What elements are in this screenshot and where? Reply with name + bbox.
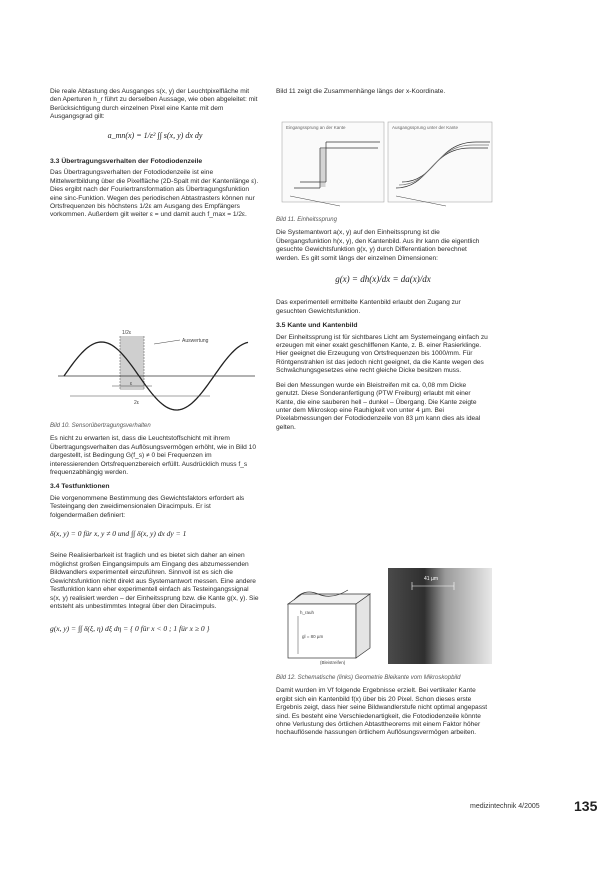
section-3-3-title: 3.3 Übertragungsverhalten der Fotodiodenzeile [50,158,203,166]
fig11-label-left: Eingangssprung an der Kante [286,125,346,130]
fig10-label-eps: ε [130,381,133,387]
section-3-5-text-2: Bei den Messungen wurde ein Bleistreifen mit ca. 0,08 mm Dicke genutzt. Diese Sonderanfertigung (PTW Freiburg) erlaubt mit einer Kante, die eine sauberen hell – dunkel – Übergang. Die Kante zeigte unter dem Mikroskop eine Rauhigkeit von unter 4 µm. Bei Pixelabmessungen der Fotodiodenzeile von 83 µm kann dies als ideal gelten. [276,381,481,431]
equation-4: g(x) = dh(x)/dx = da(x)/dx [335,274,431,285]
figure-10 [50,330,260,418]
figure-12 [280,566,494,670]
fig10-label-bottom: 2ε [134,400,140,406]
equation-2: δ(x, y) = 0 für x, y ≠ 0 und ∫∫ δ(x, y) dx dy = 1 [50,529,187,539]
lead-strip-schematic [288,590,370,658]
figure-12-caption: Bild 12. Schematische (links) Geometrie Bleikante vom Mikroskopbild [276,675,461,681]
figure-10-caption: Bild 10. Sensorübertragungsverhalten [50,423,151,429]
equation-3: g(x, y) = ∫∫ δ(ξ, η) dξ dη = { 0 für x < 0 ; 1 für x ≥ 0 } [50,624,210,634]
fig11-label-right: Ausgangssprung unter der Kante [392,125,459,130]
right-intro: Bild 11 zeigt die Zusammenhänge längs der x-Koordinate. [276,88,446,95]
section-3-4-title: 3.4 Testfunktionen [50,483,110,491]
edge-geometry-figure [280,566,494,670]
section-3-4-text: Die vorgenommene Bestimmung des Gewichtsfaktors erfordert als Testeingang den zweidimensionalen Diracimpuls. Er ist folgendermaßen definiert: [50,494,245,519]
left-column-lower [50,420,260,634]
section-3-3-text: Das Übertragungsverhalten der Fotodiodenzeile ist eine Mittelwertbildung über die Pixelfläche (2D-Spalt mit der Kantenlänge ε). Dies ergibt nach der Fouriertransformation als Übertragungsfunktion eine sinc-Funktion. Wegen des periodischen Abtastrasters können nur Ortsfrequenzen bis höchstens 1/2ε am Ausgang des Empfängers vorkommen. Außerdem gilt weiter ε = und damit auch f_max = 1/2ε. [50,169,259,219]
figure-11 [280,118,494,212]
page-number: 135 [574,798,598,814]
left-after-fig10: Es nicht zu erwarten ist, dass die Leuchtstoffschicht mit ihrem Übertragungsverhalten das Auflösungsvermögen erhöht, wie in Bild 10 dargestellt, ist Bedingung G(f_s) ≠ 0 bei Frequenzen im interessierenden Ortsfrequenzbereich erfüllt. Ausdrücklich muss f_s frequenzabhängig werden. [50,435,256,477]
section-3-5-title: 3.5 Kante und Kantenbild [276,322,358,330]
right-text-1: Die Systemantwort a(x, y) auf den Einheitssprung ist die Übergangsfunktion h(x, y), den Kantenbild. Aus ihr kann die eigentlich gesuchte Gewichtsfunktion g(x, y) durch Differentiation berechnet werden. Es gilt somit längs der einzelnen Dimensionen: [276,229,480,262]
right-text-2: Das experimentell ermittelte Kantenbild erlaubt den Zugang zur gesuchten Gewichtsfunktion. [276,299,461,315]
left-intro: Die reale Abtastung des Ausganges s(x, y) der Leuchtpixelfläche mit den Aperturen h_r führt zu derselben Aussage, wie oben abgeleitet: mit Berücksichtigung durch einzelnen Pixel eine Kante mit dem Ausgangsgrad gilt: [50,88,258,121]
fig12-label-l1: h_rauh [300,610,315,615]
fig12-label-l3: (Bleistreifen) [320,660,346,665]
microscope-image [388,568,492,664]
unit-step-plot [280,118,494,212]
right-column-lower [276,672,490,744]
fig10-label-right: Auswertung [182,338,209,344]
fig10-label-top: 1/2ε [122,330,132,336]
journal-footer: medizintechnik 4/2005 [470,803,540,810]
figure-11-caption: Bild 11. Einheitssprung [276,217,337,223]
section-3-5-text: Der Einheitssprung ist für sichtbares Licht am Systemeingang einfach zu erzeugen mit einer exakt geschliffenen Kante, z. B. einer Rasierklinge. Hier geeignet die Erzeugung von Ortsfrequenzen bis 1000/mm. Für Röntgenstrahlen ist das jedoch nicht geeignet, da die Kante wegen des Schwächungsgesetzes eine recht gleiche Dicke besitzen muss. [276,333,488,375]
fig12-label-r: 41 µm [424,576,438,582]
right-column [276,88,490,102]
left-column [50,88,260,226]
right-column-middle [276,214,490,438]
equation-1: a_mn(x) = 1/ε² ∫∫ s(x, y) dx dy [107,130,203,140]
sensor-transfer-plot [50,330,260,418]
right-text-3: Damit wurden im Vf folgende Ergebnisse erzielt. Bei vertikaler Kante ergibt sich ein Kantenbild f(x) über bis 20 Pixel. Schon dieses erste Ergebnis zeigt, dass hier seine Bildwandlerstufe nicht optimal angepasst sind. Es besteht eine Verschiedenartigkeit, die Fotodiodenzeile könnte ohne Verlustung des örtlichen Abtasttheorems mit einem Faktor höher hochauflösende hassungen örtlichem Auflösungsvermögen arbeiten. [276,687,488,737]
section-3-4-text-2: Seine Realisierbarkeit ist fraglich und es bietet sich daher an einen möglichst großen Eingangsimpuls am Eingang des abzumessenden Bildwandlers experimentell einzuführen. Sinnvoll ist es sich die Gewichtsfunktion nicht direkt aus Systemantwort messen. Eine andere Testfunktion kann eher experimentell einfach als Testeingangssignal s(x, y) realisiert werden – der Einheitssprung bzw. die Kante g(x, y). Sie entsteht als unbestimmtes Integral über den Diracimpuls. [50,552,259,610]
fig12-label-l2: gl = 80 µm [302,634,324,639]
